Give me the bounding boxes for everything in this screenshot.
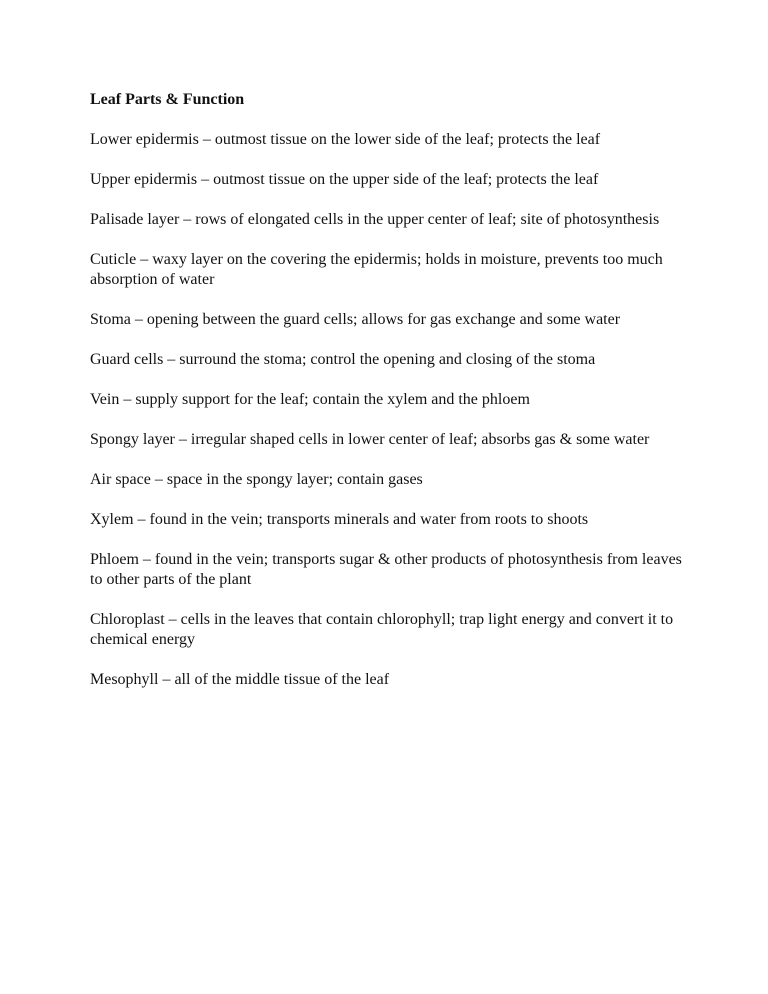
- document-title: Leaf Parts & Function: [90, 91, 245, 108]
- entry-chloroplast: Chloroplast – cells in the leaves that contain chlorophyll; trap light energy and convert it to chemical energy: [90, 611, 674, 648]
- entry-palisade-layer: Palisade layer – rows of elongated cells in the upper center of leaf; site of photosynthesis: [90, 211, 660, 228]
- document-body: [90, 90, 690, 710]
- entry-mesophyll: Mesophyll – all of the middle tissue of the leaf: [90, 671, 390, 688]
- entry-cuticle: Cuticle – waxy layer on the covering the epidermis; holds in moisture, prevents too much absorption of water: [90, 251, 663, 288]
- entry-xylem: Xylem – found in the vein; transports minerals and water from roots to shoots: [90, 511, 589, 528]
- entry-vein: Vein – supply support for the leaf; contain the xylem and the phloem: [90, 391, 530, 408]
- entry-upper-epidermis: Upper epidermis – outmost tissue on the upper side of the leaf; protects the leaf: [90, 171, 599, 188]
- entry-stoma: Stoma – opening between the guard cells; allows for gas exchange and some water: [90, 311, 621, 328]
- entry-phloem: Phloem – found in the vein; transports sugar & other products of photosynthesis from leaves to other parts of the plant: [90, 551, 682, 588]
- entry-air-space: Air space – space in the spongy layer; contain gases: [90, 471, 423, 488]
- entry-lower-epidermis: Lower epidermis – outmost tissue on the lower side of the leaf; protects the leaf: [90, 131, 601, 148]
- entry-guard-cells: Guard cells – surround the stoma; control the opening and closing of the stoma: [90, 351, 596, 368]
- entry-spongy-layer: Spongy layer – irregular shaped cells in lower center of leaf; absorbs gas & some water: [90, 431, 650, 448]
